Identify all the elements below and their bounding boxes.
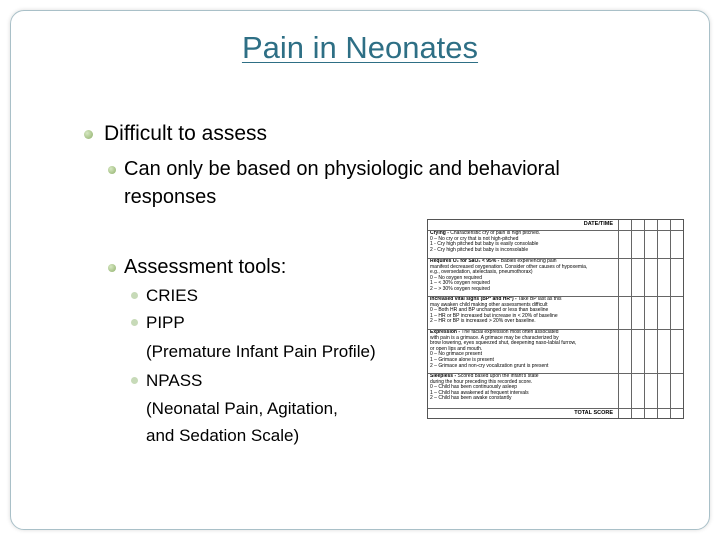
bullet-dot	[84, 130, 93, 139]
tool-pipp-full: (Premature Infant Pain Profile)	[146, 342, 376, 361]
tool-npass-full-1: (Neonatal Pain, Agitation,	[146, 399, 338, 418]
row-line: 1 – Grimace alone is present	[430, 356, 494, 363]
row-line: 1 – < 30% oxygen required	[430, 280, 490, 287]
bullet-difficult: Difficult to assess	[104, 122, 268, 145]
row-line: with pain is a grimace. A grimace may be characterized by	[430, 334, 559, 341]
row-title: Requires O₂ for SaO₂ < 95% -	[430, 259, 500, 264]
row-line: 0 – Both HR and BP unchanged or less than baseline	[430, 307, 549, 314]
row-title-note: Scored based upon the infant's state	[456, 374, 539, 379]
row-line: 2 – Child has been awake constantly	[430, 395, 512, 402]
bullet-physiologic-line2: responses	[124, 186, 217, 208]
row-line: during the hour preceding this recorded score.	[430, 378, 533, 385]
row-line: or open lips and mouth.	[430, 345, 483, 352]
row-line: 2 – HR or BP is increased > 20% over baseline.	[430, 318, 536, 325]
row-expression	[430, 330, 616, 369]
row-line: 1 - Cry high pitched but baby is easily consolable	[430, 241, 539, 248]
row-sleepless	[430, 374, 616, 402]
row-line: brow lowering, eyes squeezed shut, deepening naso-labial furrow,	[430, 340, 577, 347]
row-line: 0 – Child has been continuously asleep	[430, 384, 518, 391]
table-total-row	[428, 408, 683, 420]
tool-pipp: PIPP	[146, 313, 185, 332]
row-line: 0 – No oxygen required	[430, 274, 482, 281]
row-line: 1 – Child has awakened at frequent intervals	[430, 389, 529, 396]
tool-npass-full-2: and Sedation Scale)	[146, 426, 300, 445]
table-row	[428, 230, 683, 258]
table-row	[428, 329, 683, 373]
cries-score-table	[427, 219, 684, 419]
row-title-note: Babies experiencing pain	[499, 259, 557, 264]
row-line: 1 – HR or BP increased but increase in < 20% of baseline	[430, 312, 558, 319]
date-time-header: DATE/TIME	[583, 221, 613, 227]
row-line: manifest decreased oxygenation. Consider other causes of hypoxemia,	[430, 263, 588, 270]
row-line: 2 - Cry high pitched but baby is inconsolable	[430, 246, 529, 253]
row-line: e.g., oversedation, atelectasis, pneumothorax)	[430, 269, 533, 276]
row-vital-signs	[430, 297, 616, 325]
row-line: 2 – > 30% oxygen required	[430, 285, 490, 292]
row-title-note: Take BP last as this	[516, 297, 562, 302]
bullet-physiologic-line1: Can only be based on physiologic and behavioral	[124, 158, 560, 180]
row-crying	[430, 231, 616, 253]
bullet-dot	[131, 319, 138, 326]
row-line: 0 – No grimace present	[430, 351, 482, 358]
table-row	[428, 258, 683, 296]
slide-title: Pain in Neonates	[241, 30, 479, 65]
row-oxygen	[430, 259, 616, 293]
row-title: Expression -	[430, 330, 461, 335]
table-row	[428, 373, 683, 408]
row-title-note: Characteristic cry of pain is high pitched.	[448, 231, 541, 236]
bullet-dot	[131, 292, 138, 299]
row-title: Increased vital signs (BP* and HR*) -	[430, 297, 517, 302]
row-line: 2 – Grimace and non-cry vocalization grunt is present	[430, 362, 549, 369]
total-score-label: TOTAL SCORE	[574, 410, 613, 416]
row-title: Crying -	[430, 231, 449, 236]
table-row	[428, 296, 683, 329]
bullet-dot	[108, 264, 116, 272]
bullet-dot	[131, 377, 138, 384]
row-title: Sleepless -	[430, 374, 457, 379]
bullet-assessment-tools: Assessment tools:	[124, 256, 287, 278]
row-title-note: The facial expression most often associated	[460, 330, 559, 335]
row-line: may awaken child making other assessments difficult	[430, 301, 548, 308]
tool-npass: NPASS	[146, 371, 203, 390]
row-line: 0 – No cry or cry that is not high-pitched	[430, 235, 519, 242]
table-header-row	[428, 220, 683, 230]
bullet-dot	[108, 166, 116, 174]
tool-cries: CRIES	[146, 286, 198, 305]
